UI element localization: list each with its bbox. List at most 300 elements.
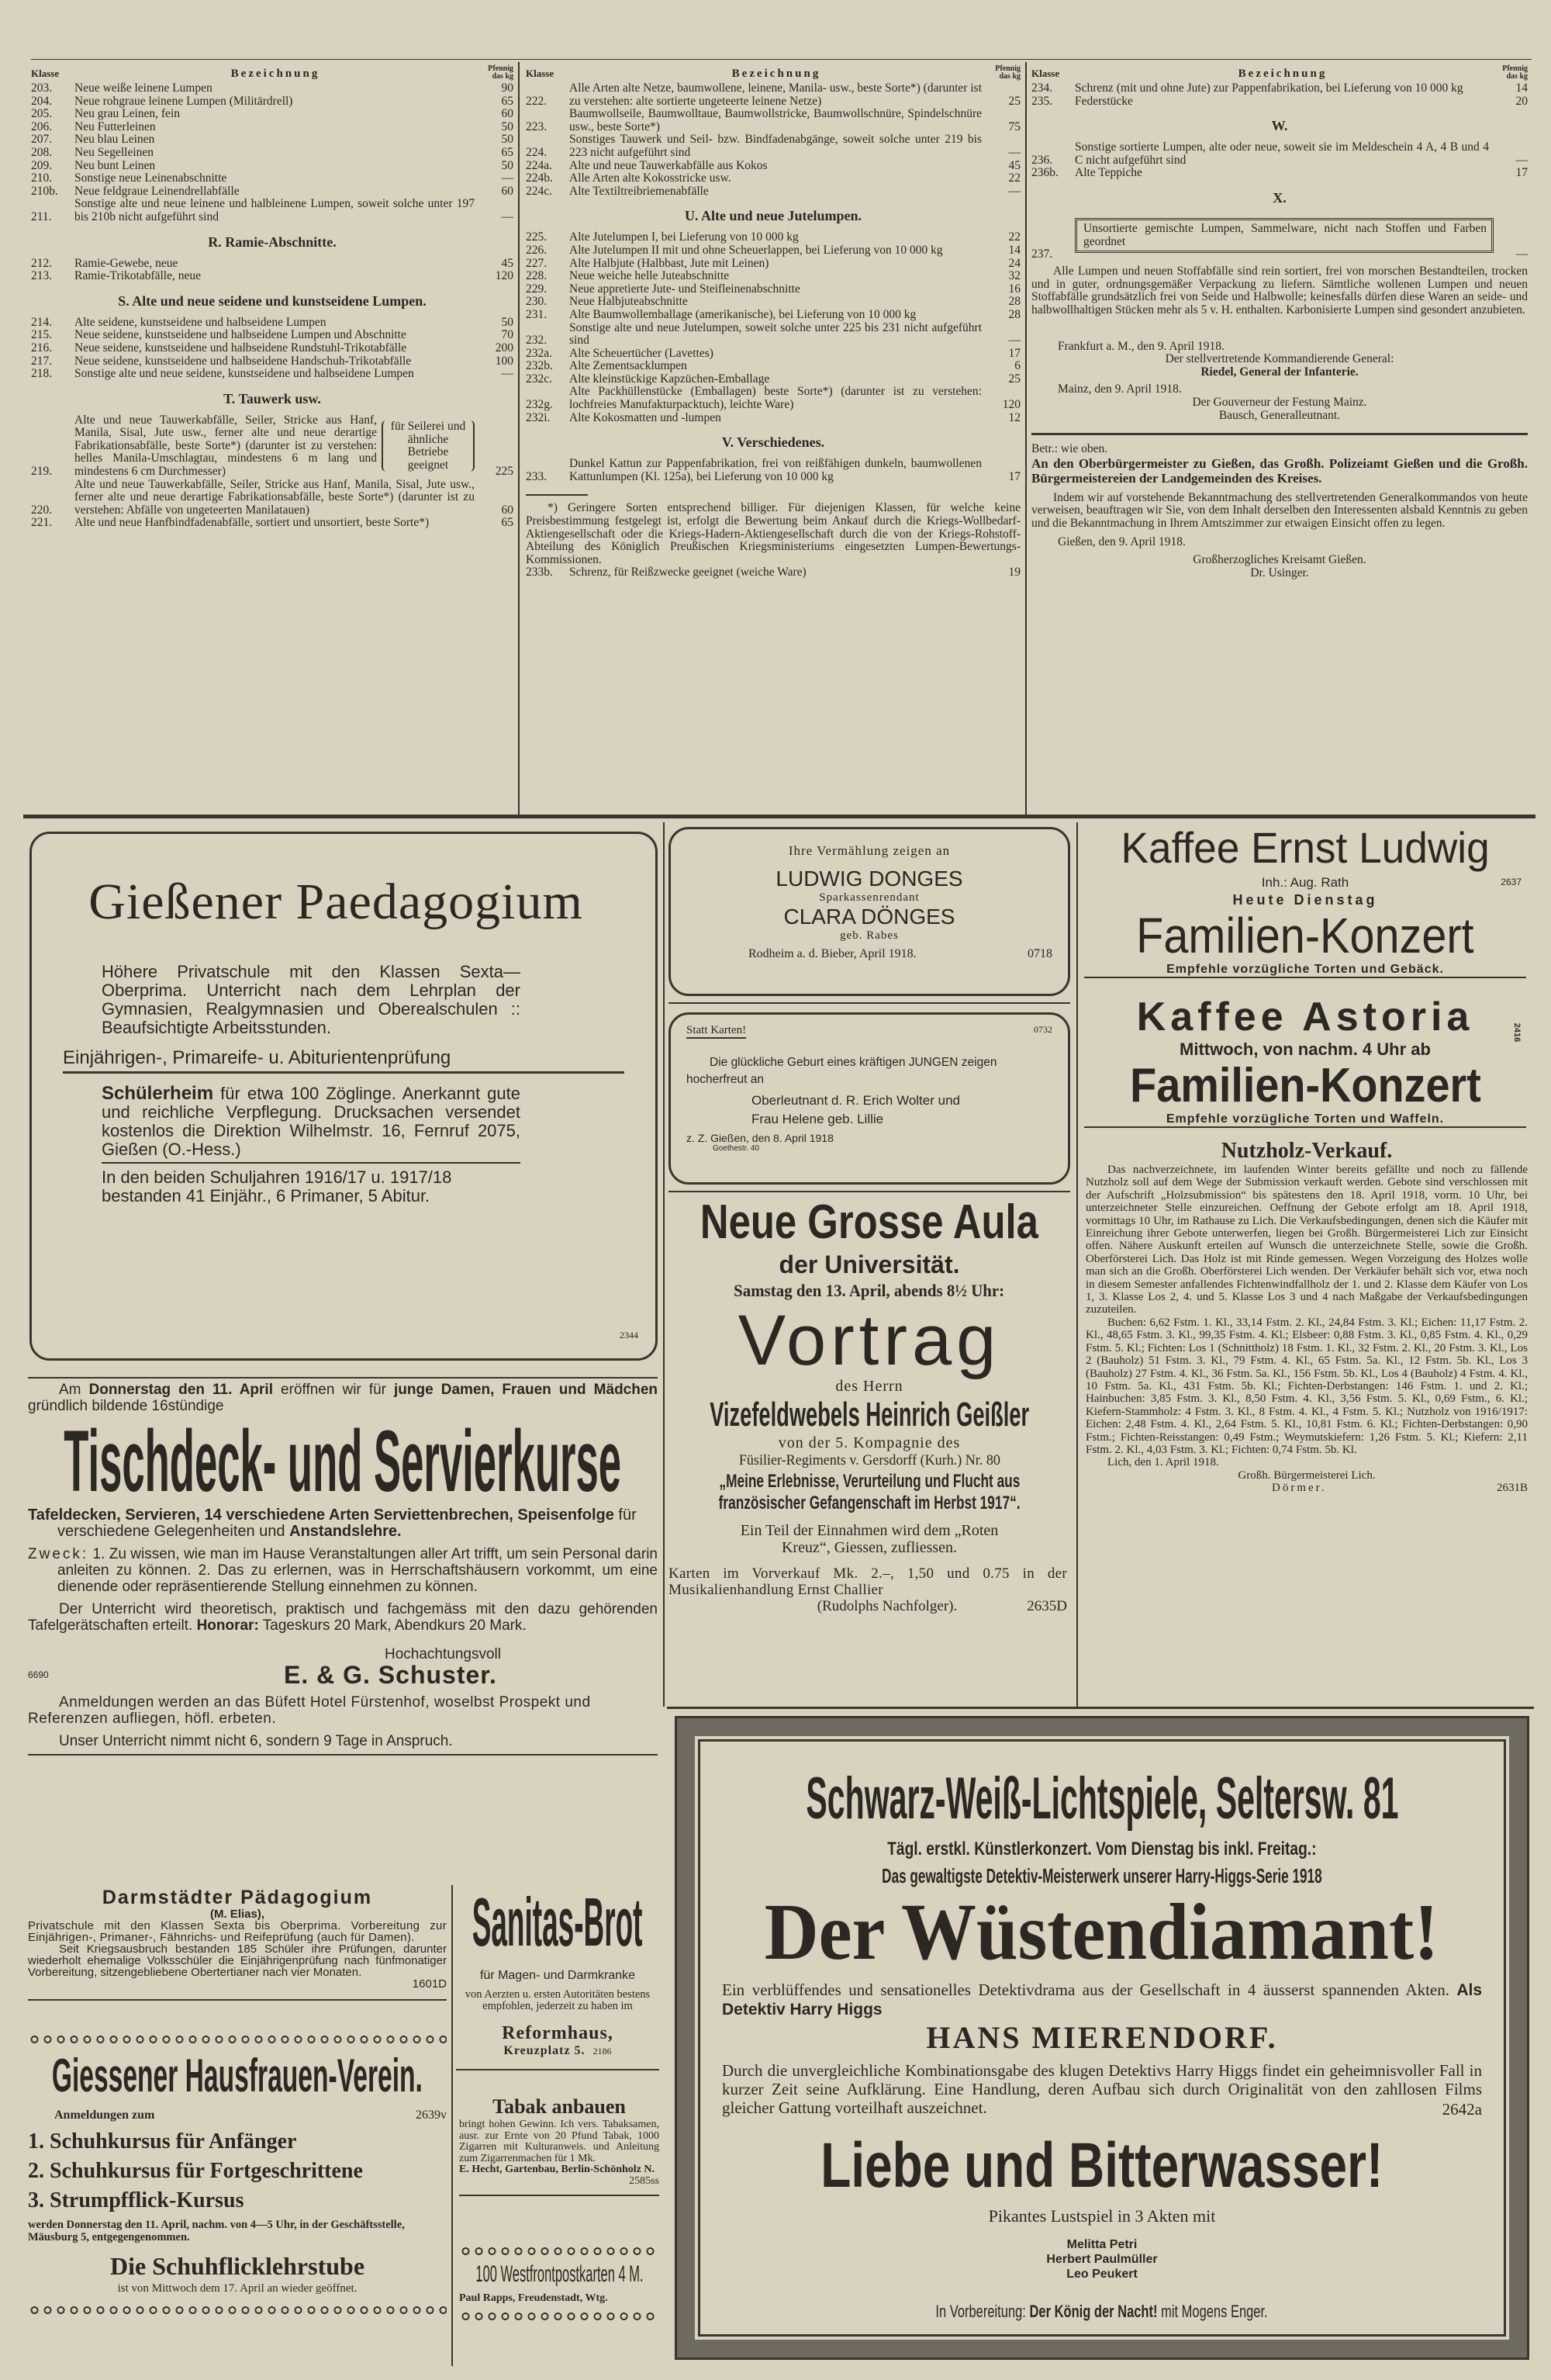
ad-title: Sanitas-Brot [472,1884,643,1960]
cast-member: Herbert Paulmüller [1046,2253,1158,2266]
bride-name: CLARA DÖNGES [783,905,955,929]
place-date: z. Z. Gießen, den 8. April 1918 [686,1132,834,1144]
class-description: Dunkel Kattun zur Pappenfabrikation, frei von reißfähigen dunkeln, baumwollenen Kattunlumpen (Kl. 125a), bei Lieferung von 10 000 kg [569,457,982,483]
table-row [31,198,513,223]
price-per-kg: 200 [495,341,513,355]
ad-vortrag-aula [668,1195,1070,1615]
ad-heim-label: Schülerheim [102,1083,214,1104]
table-row [526,283,1021,296]
event-day: Heute Dienstag [1232,892,1378,908]
ad-code: 2344 [620,1330,638,1340]
line-series: Das gewaltigste Detektiv-Meisterwerk unserer Harry-Higgs-Serie 1918 [882,1864,1322,1887]
class-number: 205. [31,107,53,121]
shop-name: Reformhaus, [502,2023,613,2043]
price-per-kg: 14 [1515,81,1528,95]
price-per-kg: 32 [1008,269,1021,283]
ad-body: Privatschule mit den Klassen Sexta bis Oberprima. Vorbereitung zur Einjährigen-, Primaner-, Fähnrichs- und Reifeprüfung (auch für Damen). [28,1919,447,1944]
class-description: Alte und neue Hanfbindfadenabfälle, sortiert und unsortiert, beste Sorte*) [74,516,430,530]
ad-code: 2416 [1511,1022,1522,1043]
class-description: Sonstige sortierte Lumpen, alte oder neue, soweit sie im Meldeschein 4 A, 4 B und 4 C nicht aufgeführt sind [1075,140,1489,167]
signature-usinger: Dr. Usinger. [1250,566,1309,579]
ad-code: 2635D [1027,1598,1067,1614]
class-number: 236. [1031,153,1053,167]
ad-title: Darmstädter Pädagogium [102,1887,373,1908]
divider [668,1191,1070,1192]
ad-subtitle: der Universität. [779,1251,960,1278]
column-divider [1076,822,1078,1707]
upcoming-label: In Vorbereitung: [935,2302,1027,2321]
class-number: 231. [526,307,548,321]
section-heading: X. [1273,189,1287,206]
table-row [526,373,1021,386]
price-per-kg: 24 [1008,256,1021,270]
intro-text: Am [59,1382,89,1398]
table-row [526,296,1021,309]
class-number: 234. [1031,81,1053,95]
place-mainz: Mainz, den 9. April 1918. [1058,382,1182,396]
price-per-kg: 60 [501,503,513,517]
course-item: 1. Schuhkursus für Anfänger [28,2129,297,2153]
price-per-kg: — [1008,145,1021,159]
place-frankfurt: Frankfurt a. M., den 9. April 1918. [1058,339,1225,353]
class-description: Alte seidene, kunstseidene und halbseidene Lumpen [74,315,326,329]
ad-title: Tischdeck- und Servierkurse [64,1413,622,1510]
ad-results: In den beiden Schuljahren 1916/17 u. 1917/18 bestanden 41 Einjähr., 6 Primaner, 5 Abitur. [102,1168,452,1206]
table-row [31,517,513,530]
table-row [31,329,513,342]
divider [1031,433,1528,435]
zweck-text: 1. Zu wissen, wie man im Hause Veranstaltungen aller Art trifft, um sein Personal darin anleiten zu können. 2. Das zu erlernen, was in Herrschaftshäusern vorkommt, um eine dienende oder repräsentierende Stellung einnehmen zu können. [57,1546,658,1595]
class-description: Alte Halbjute (Halbbast, Jute mit Leinen) [569,256,769,270]
class-description: Sonstige alte und neue seidene, kunstseidene und halbseidene Lumpen [74,367,414,381]
section-heading: T. Tauwerk usw. [223,390,321,406]
header-pfennig: Pfennig das kg [1502,64,1528,81]
ad-title: Kaffee Ernst Ludwig [1121,823,1490,872]
class-description: Neue seidene, kunstseidene und halbseidene Handschuh-Trikotabfälle [74,354,412,368]
class-description: Alte Textiltreibriemenabfälle [569,184,709,198]
ad-sender: E. Hecht, Gartenbau, Berlin-Schönholz N. [459,2164,655,2175]
price-per-kg: 65 [501,94,513,108]
signature-bausch: Bausch, Generalleutnant. [1218,408,1341,422]
ad-body: von Aerzten u. ersten Autoritäten bestens empfohlen, jederzeit zu haben im [465,1988,651,2012]
price-per-kg: 28 [1008,307,1021,321]
class-number: 232c. [526,372,553,386]
top-rule [31,59,1532,60]
price-per-kg: 17 [1008,469,1021,483]
class-number: 210. [31,171,53,185]
price-per-kg: 90 [501,81,513,95]
price-per-kg: 60 [501,107,513,121]
class-description: Neue seidene, kunstseidene und halbseidene Rundstuhl-Trikotabfälle [74,341,407,355]
groom-title: Sparkassenrendant [819,891,920,904]
class-description: Neue weiche helle Juteabschnitte [569,269,730,283]
class-number: 229. [526,282,548,296]
table-row [31,342,513,355]
class-description: Neue appretierte Jute- und Steifleinenabschnitte [569,282,800,296]
table-row [526,412,1021,425]
course-item: 2. Schuhkursus für Fortgeschrittene [28,2159,363,2183]
price-per-kg: 50 [501,119,513,133]
ad-title: Neue Grosse Aula [700,1195,1039,1249]
intro-date: Donnerstag den 11. April [88,1382,273,1398]
class-number: 217. [31,354,53,368]
ad-westfrontpostkarten [459,2246,659,2322]
divider [28,1754,658,1756]
class-description: Neue Halbjuteabschnitte [569,295,688,309]
price-table-column-1 [31,65,513,530]
wood-list: Buchen: 6,62 Fstm. 1. Kl., 33,14 Fstm. 2. Kl., 24,84 Fstm. 3. Kl.; Eichen: 11,17 Fstm. 2. Kl., 48,65 Fstm. 3. Kl., 99,35 Fstm. 4. Kl.; Elsbeer: 0,88 Fstm. 3. Kl., 0,85 Fstm. 4. Kl., 0,29 Fstm. 5. Kl.; Fichten: Los 1 (Schnittholz) 18 Fstm. 1. Kl., 32 Fstm. 2. Kl., 20 Fstm. 3. Kl., Los 2 (Bauholz) 51 Fstm. 3. Kl., 79 Fstm. 4. Kl., 65 Fstm. 5a. Kl., 12 Fstm. 5b. Kl., Los 3 (Bauholz) 27 Fstm. 4. Kl., 36 Fstm. 5a. Kl., 156 Fstm. 5b. Kl., Los 4 (Bauholz) 4 Fstm. 4. Kl., 10 Fstm. 5a. Kl., 431 Fstm. 5b. Kl.; Fichten-Derbstangen: 146 Fstm. 1. und 2. Kl.; Hainbuchen: 3,85 Fstm. 3. Kl., 8,50 Fstm. 4. Kl., 3,56 Fstm. 5. Kl., 0,69 Fstm., 6. Kl.; Kiefern-Stammholz: 4 Fstm. 3. Kl., 8 Fstm. 4. Kl., 4 Fstm. 5. Kl.; Nutzholz von 1916/1917: Eichen: 2,48 Fstm. 4. Kl., 2,64 Fstm. 5. Kl., 10,81 Fstm. 6. Kl.; Fichten-Derbstangen: 0,90 Fstm.; Fichten-Reisstangen: 0,49 Fstm.; Weymutskiefern: 1,26 Fstm. 5. Kl.; Kiefern: 2,11 Fstm. 2. Kl., 4,03 Fstm. 3. Kl.; Fichten: 0,74 Fstm. 5b. Kl. [1086,1316,1528,1456]
price-per-kg: 60 [501,184,513,198]
ad-code: 6690 [28,1669,49,1680]
class-description: Baumwollseile, Baumwolltaue, Baumwollstricke, Baumwollschnüre, Spindelschnüre usw., beste Sorte*) [569,107,982,133]
film-title-1: Der Wüstendiamant! [765,1887,1439,1977]
class-description: Neu grau Leinen, fein [74,107,180,121]
table-row [526,566,1021,579]
class-number: 232i. [526,410,551,424]
class-number: 206. [31,119,53,133]
des-herrn: des Herrn [835,1378,903,1395]
topic-line-1: „Meine Erlebnisse, Verurteilung und Flucht aus [719,1471,1020,1492]
class-description: Sonstige alte und neue Jutelumpen, soweit solche unter 225 bis 231 nicht aufgeführt sind [569,320,982,348]
ad-body: bringt hohen Gewinn. Ich vers. Tabaksamen, ausr. zur Ernte von 20 Pfund Tabak, 1000 Zigarren mit Kulturanweis. und Anleitung zum Zigarrenmachen für 1 Mk. [459,2119,659,2164]
ad-sanitas-brot [456,1885,659,2070]
ornament-border [459,2311,659,2322]
class-number: 232. [526,334,548,348]
ad-body: Das nachverzeichnete, im laufenden Winter bereits gefällte und noch zu fällende Nutzholz soll auf dem Wege der Submission verkauft werden. Gebote sind verschlossen mit der Aufschrift „Holzsubmission“ bis spätestens den 18. April 1918, vorm. 10 Uhr, bei unterzeichneter Stelle einzureichen. Oeffnung der Gebote erfolgt am 18. April 1918, vormittags 10 Uhr, im Rathause zu Lich. Die Verkaufsbedingungen, denen sich die Käufer mit Einreichung ihrer Gebote unterwerfen, liegen bei Großh. Bürgermeisterei Lich zur Einsicht offen. Nähere Auskunft erteilen auf Wunsch die unterzeichnete Stelle, sowie die Großh. Oberförsterei Lich. Das Holz ist mit Rinde gemessen. Wegen Vorzeigung des Holzes wolle man sich an die Großh. Oberförsterei Lich wenden. Der Verkäufer behält sich vor, etwa noch in diesem Semester anfallendes Fichtenwindfallholz der 1. und 2. Klasse dem Käufer von Los 1, 3. Klasse Los 2, 4. und 5. Klasse Los 3 und 4 nach Maßgabe der Verkaufsbedingungen zuzuteilen. [1086,1164,1528,1316]
table-row [526,231,1021,244]
table-row [526,386,1021,411]
offer: Empfehle vorzügliche Torten und Waffeln. [1084,1112,1526,1128]
event-title: Familien-Konzert [1129,1059,1481,1112]
ad-title: Nutzholz-Verkauf. [1221,1139,1393,1163]
divider [668,1002,1070,1004]
film-description-2: Durch die unvergleichliche Kombinationsgabe des klugen Detektivs Harry Higgs findet ein geheimnisvoller Fall in kurzer Zeit seine Aufklärung. Eine Handlung, deren Aufbau sich durch Originalität von den zahllosen Films gleicher Gattung vorteilhaft auszeichnet. [722,2061,1482,2117]
price-per-kg: — [1515,153,1528,167]
ad-title: 100 Westfrontpostkarten 4 M. [475,2261,644,2287]
price-per-kg: — [501,171,513,185]
table-row [31,355,513,368]
betreff: Betr.: wie oben. [1031,442,1108,456]
class-description: Neue feldgraue Leinendrellabfälle [74,184,240,198]
table-row [31,108,513,121]
price-per-kg: — [1515,247,1528,261]
footnote: *) Geringere Sorten entsprechend billiger. Für diejenigen Klassen, für welche keine Preisbestimmung festgelegt ist, erfolgt die Bewertung beim Ankauf durch die Kriegs-Wollbedarf-Aktiengesellschaft oder die Kriegs-Hadern-Aktiengesellschaft durch die von der Kriegs-Rohstoff-Abteilung des Königlich Preußischen Kriegsministeriums eingesetzten Lumpen-Bewertungs-Kommissionen. [526,501,1021,566]
anmeldung: Anmeldungen werden an das Büfett Hotel Fürstenhof, woselbst Prospekt und Referenzen aufliegen, höfl. erbeten. [28,1694,591,1727]
ad-title: Gießener Paedagogium [88,873,583,930]
price-per-kg: 65 [501,516,513,530]
table-row [31,317,513,330]
course-schedule: werden Donnerstag den 11. April, nachm. von 4—5 Uhr, in der Geschäftsstelle, Mäusburg 5, entgegengenommen. [28,2219,405,2243]
price-table-column-3 [1031,65,1528,579]
header-bezeichnung: Bezeichnung [1238,67,1328,81]
ad-sender: Paul Rapps, Freudenstadt, Wtg. [459,2292,608,2304]
tickets-2: (Rudolphs Nachfolger). [817,1598,958,1614]
price-per-kg: — [501,209,513,223]
class-number: 224a. [526,158,553,172]
price-per-kg: 120 [495,269,513,283]
ornament-border [28,2034,447,2045]
class-number: 208. [31,145,53,159]
price-table-column-2 [526,65,1021,579]
film-actor: HANS MIERENDORF. [926,2020,1278,2055]
signature-riedel: Riedel, General der Infanterie. [1200,365,1359,379]
unit-line-1: von der 5. Kompagnie des [778,1434,961,1451]
ad-kaffee-ernst-ludwig [1084,824,1526,978]
signature: E. & G. Schuster. [284,1661,497,1689]
signature: Dörmer. [1272,1482,1327,1495]
table-header [31,65,513,81]
column-divider [1025,62,1027,815]
ad-code: 0732 [1034,1024,1052,1035]
film-title-2: Liebe und Bitterwasser! [820,2130,1383,2201]
price-per-kg: 28 [1008,295,1021,309]
price-per-kg: 17 [1515,166,1528,180]
class-description: Alte Zementsacklumpen [569,359,687,373]
class-number: 215. [31,328,53,342]
shop-address: Kreuzplatz 5. [503,2044,586,2057]
table-row [526,82,1021,108]
notice-body: Indem wir auf vorstehende Bekanntmachung des stellvertretenden Generalkommandos von heute verweisen, beauftragen wir Sie, von dem Inhalt derselben den Interessenten alsbald Kenntnis zu geben und die Bekanntmachung in Ihrem Amtszimmer zur etwaigen Einsicht offen zu legen. [1031,490,1528,530]
bride-maiden-name: geb. Rabes [840,929,899,942]
ad-tischdeck-kurse [28,1377,658,1756]
table-row [31,479,513,517]
class-description: Neu blau Leinen [74,133,155,147]
header-klasse: Klasse [526,67,554,80]
section-heading: S. Alte und neue seidene und kunstseidene Lumpen. [118,292,427,309]
ad-vermaehlung [668,827,1070,996]
class-description: Alle Arten alte Netze, baumwollene, leinene, Manila- usw., beste Sorte*) (darunter ist zu verstehen: alte sortierte ungeteerte leinene Netze) [569,81,982,108]
intro-audience: junge Damen, Frauen und Mädchen [394,1382,658,1398]
price-per-kg: 100 [495,354,513,368]
offer: Empfehle vorzügliche Torten und Gebäck. [1084,963,1526,978]
charity: Ein Teil der Einnahmen wird dem „Roten Kreuz“, Giessen, zufliessen. [740,1522,999,1556]
class-number: 224c. [526,184,553,198]
price-per-kg: 120 [1002,398,1021,412]
class-description: Neu bunt Leinen [74,158,156,172]
table-row [526,258,1021,271]
table-row [31,270,513,283]
table-row [526,172,1021,185]
table-row [31,82,513,95]
class-number: 232g. [526,398,553,412]
table-row [526,322,1021,348]
table-row [526,270,1021,283]
class-description: Alte Teppiche [1075,166,1142,180]
intro-text: gründlich bildende 16stündige [28,1398,224,1414]
honorar-text: Tageskurs 20 Mark, Abendkurs 20 Mark. [258,1617,527,1634]
ad-hausfrauen-verein [28,2034,447,2316]
divider [456,2069,659,2070]
film-lead-label: Als Detektiv Harry Higgs [722,1981,1482,2019]
street: Goethestr. 40 [713,1144,760,1153]
event-title: Familien-Konzert [1136,908,1474,963]
table-row [526,133,1021,159]
ad-title: Tabak anbauen [492,2095,626,2118]
class-number: 210b. [31,184,58,198]
header-pfennig: Pfennig das kg [488,64,513,81]
film-description-1: Ein verblüffendes und sensationelles Detektivdrama aus der Gesellschaft in 4 äusserst spannenden Akten. [722,1980,1449,1999]
class-description: Sonstiges Tauwerk und Seil- bzw. Bindfadenabgänge, soweit solche unter 219 bis 223 nicht aufgeführt sind [569,133,982,159]
stube-schedule: ist von Mittwoch dem 17. April an wieder geöffnet. [117,2282,358,2295]
section-heading: V. Verschiedenes. [721,434,825,451]
ad-code: 2585ss [629,2174,659,2187]
delivery-rules: Alle Lumpen und neuen Stoffabfälle sind rein sortiert, frei von morschen Bestandteilen, trocken und in guter, ordnungsgemäßer Verpackung zu liefern. Sämtliche wollenen Lumpen und neuen Stoffabfälle grundsätzlich frei von Seide und Halbwolle; keinesfalls dürfen diese Waren an seide- und halbwollhaltigen Stücken mehr als 5 v. H. enthalten. Karbonisierte Lumpen sind gesondert anzubieten. [1031,265,1528,317]
class-number: 237. [1031,247,1053,261]
class-description: Alte kleinstückige Kapzüchen-Emballage [569,372,770,386]
office-kreisamt: Großherzogliches Kreisamt Gießen. [1193,553,1366,567]
class-number: 220. [31,503,53,517]
table-header [1031,65,1528,81]
price-per-kg: — [1008,334,1021,348]
class-number: 218. [31,367,53,381]
class-number: 236b. [1031,166,1059,180]
divider [667,1707,1534,1709]
price-per-kg: 50 [501,133,513,147]
price-per-kg: 17 [1008,346,1021,360]
header-pfennig: Pfennig das kg [995,64,1021,81]
table-row [1031,141,1528,167]
footnote-rule [526,494,588,496]
class-number: 219. [31,465,53,479]
table-row [526,244,1021,258]
stube-title: Die Schuhflicklehrstube [109,2252,365,2280]
table-row [31,414,513,479]
table-row [526,160,1021,173]
tickets: Karten im Vorverkauf Mk. 2.–, 1,50 und 0.75 in der Musikalienhandlung Ernst Challier [668,1565,1067,1598]
groom-name: LUDWIG DONGES [776,867,963,891]
class-description: Unsortierte gemischte Lumpen, Sammelware, nicht nach Stoffen und Farben geordnet [1075,218,1494,253]
column-divider [451,1885,453,2366]
class-number: 216. [31,341,53,355]
class-number: 228. [526,269,548,283]
class-number: 235. [1031,94,1053,108]
price-per-kg: 225 [495,465,513,479]
upcoming-film: Der König der Nacht! [1026,2302,1158,2321]
honorar-label: Honorar: [196,1617,259,1634]
table-row [31,147,513,160]
price-per-kg: 45 [501,256,513,270]
ad-code: 0718 [1028,947,1052,960]
class-number: 226. [526,243,548,257]
class-number: 211. [31,209,52,223]
header-klasse: Klasse [31,67,60,80]
ad-subtitle: für Magen- und Darmkranke [479,1969,636,1982]
price-per-kg: 12 [1008,410,1021,424]
price-per-kg: 65 [501,145,513,159]
ad-code: 1601D [412,1977,447,1991]
ad-schwarz-weiss-lichtspiele [675,1716,1529,2360]
class-number: 209. [31,158,53,172]
class-description: Federstücke [1075,94,1133,108]
table-row [31,172,513,185]
class-description: Alte Kokosmatten und -lumpen [569,410,721,424]
price-per-kg: 20 [1515,94,1528,108]
parents-line-2: Frau Helene geb. Lillie [751,1112,884,1126]
film-subtitle-2: Pikantes Lustspiel in 3 Akten mit [988,2206,1216,2226]
class-description: Alte Jutelumpen II mit und ohne Scheuerlappen, bei Lieferung von 10 000 kg [569,243,943,257]
office-gouverneur: Der Gouverneur der Festung Mainz. [1192,395,1367,409]
class-description: Neue weiße leinene Lumpen [74,81,212,95]
divider [28,1999,447,2001]
price-per-kg: 6 [1014,359,1021,373]
price-per-kg: 22 [1008,171,1021,185]
class-description: Alte und neue Tauwerkabfälle, Seiler, Stricke aus Hanf, Manila, Sisal, Jute usw., ferner alte und neue derartige Fabrikationsabfälle, beste Sorte*) (darunter ist zu verstehen: helles Manila-Umschlagtau, mindestens 6 m lang und mindestens 6 cm Durchmesser) [74,413,377,479]
table-header [526,65,1021,81]
ad-geburt [668,1012,1070,1185]
class-description: Neue seidene, kunstseidene und halbseidene Lumpen und Abschnitte [74,328,406,342]
class-number: 221. [31,516,53,530]
place-giessen: Gießen, den 9. April 1918. [1058,535,1186,549]
topic-line-2: französischer Gefangenschaft im Herbst 1917“. [718,1493,1021,1513]
class-number: 227. [526,256,548,270]
table-row [1031,82,1528,95]
ornament-border [28,2305,447,2316]
ad-code: 2631B [1496,1482,1528,1495]
class-number: 203. [31,81,53,95]
ad-exams: Einjährigen-, Primareife- u. Abiturientenprüfung [63,1046,624,1074]
place-date: Rodheim a. d. Bieber, April 1918. [748,947,917,960]
ad-kaffee-astoria [1084,995,1526,1128]
speaker: Vizefeldwebels Heinrich Geißler [710,1396,1029,1434]
class-description: Sonstige alte und neue leinene und halbleinene Lumpen, soweit solche unter 197 bis 210b nicht aufgeführt sind [74,197,475,223]
vortrag-heading: Vortrag [738,1301,1001,1380]
ad-heim: für etwa 100 Zöglinge. Anerkannt gute und reichliche Verpflegung. Drucksachen versendet kostenlos die Direktion Wilhelmstr. 16, Fernruf 2075, Gießen (O.-Hess.) [102,1084,520,1159]
class-description: Alte Jutelumpen I, bei Lieferung von 10 000 kg [569,230,799,244]
class-number: 204. [31,94,53,108]
price-per-kg: 19 [1008,566,1021,579]
topics-text: für verschiedene Gelegenheiten und [57,1507,637,1540]
class-description: Alte Baumwollemballage (amerikanische), bei Lieferung von 10 000 kg [569,307,917,321]
class-number: 232b. [526,359,553,373]
class-description: Alte und neue Tauwerkabfälle aus Kokos [569,158,768,172]
divider [459,2195,659,2196]
class-number: 225. [526,230,548,244]
class-number: 224b. [526,171,553,185]
section-heading: W. [1271,118,1288,134]
ad-darmstaedter-paedagogium [28,1887,447,2001]
class-number: 207. [31,133,53,147]
class-description: Alte Packhüllenstücke (Emballagen) beste Sorte*) (darunter ist zu verstehen: lochfreies Manufakturpacktuch), leichte Ware) [569,385,982,412]
ad-title: Kaffee Astoria [1136,995,1474,1040]
class-number: 222. [526,94,548,108]
table-row [1031,95,1528,109]
label-statt-karten: Statt Karten! [686,1024,746,1039]
class-number: 230. [526,295,548,309]
class-number: 224. [526,145,548,159]
price-per-kg: 45 [1008,158,1021,172]
class-note: für Seilerei und ähnliche Betriebe geeignet [382,420,475,472]
cast-member: Leo Peukert [1066,2268,1138,2281]
class-description: Alte und neue Tauwerkabfälle, Seiler, Stricke aus Hanf, Manila, Sisal, Jute usw., ferner alte und neue derartige Fabrikationsabfälle, beste Sorte*) (darunter ist zu verstehen: Abfälle von ungeteerten Manilatauen) [74,477,475,517]
header-bezeichnung: Bezeichnung [731,67,821,81]
ad-giessener-paedagogium [29,832,658,1361]
class-description: Neue rohgraue leinene Lumpen (Militärdrell) [74,94,293,108]
line-concert: Tägl. erstkl. Künstlerkonzert. Vom Dienstag bis inkl. Freitag.: [887,1839,1317,1859]
price-per-kg: 16 [1008,282,1021,296]
price-per-kg: 70 [501,328,513,342]
unterricht-text: Der Unterricht wird theoretisch, praktisch und fachgemäss mit den dazu gehörenden Tafelgerätschaften erteilt. [28,1601,658,1634]
price-per-kg: 75 [1008,119,1021,133]
anmeldung-label: Anmeldungen zum [54,2108,155,2122]
price-per-kg: — [501,367,513,381]
class-description: Sonstige neue Leinenabschnitte [74,171,227,185]
event-date: Samstag den 13. April, abends 8½ Uhr: [734,1281,1005,1300]
intro: Ihre Vermählung zeigen an [788,843,951,858]
column-divider [663,822,665,1707]
ad-body-2: Seit Kriegsausbruch bestanden 185 Schüler ihre Prüfungen, darunter wiederholt ehemalige Volksschüler die Einjährigenprüfung nach fünfmonatiger Vorbereitung, sitzengebliebene Obertertianer nach vier Monaten. [28,1942,447,1979]
class-number: 233. [526,469,548,483]
cast-member: Melitta Petri [1066,2238,1138,2251]
